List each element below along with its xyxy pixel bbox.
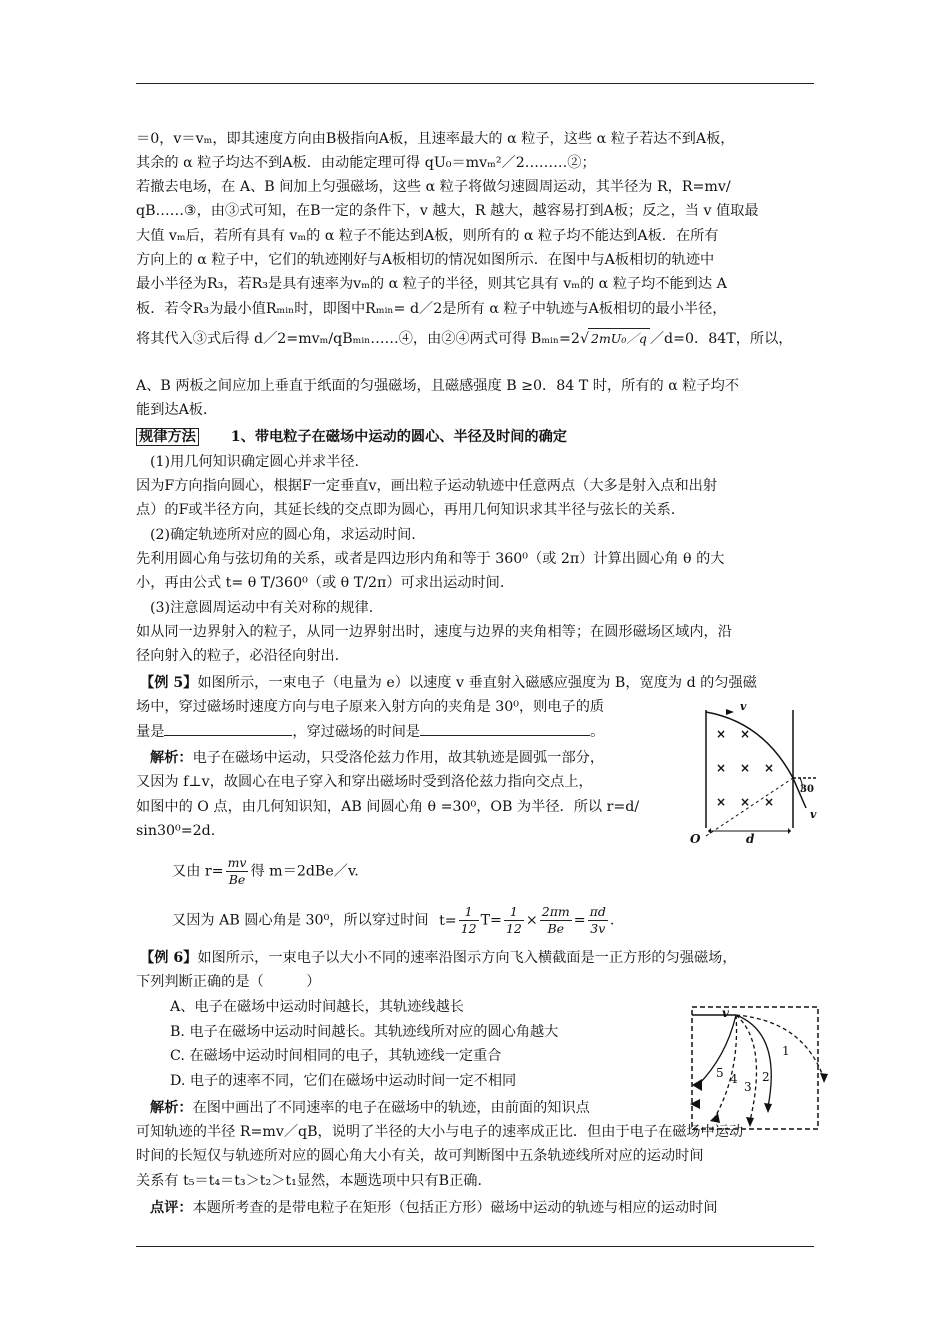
top-rule bbox=[136, 83, 814, 84]
field-cross: × bbox=[764, 795, 775, 809]
fraction: $\frac{2\pi m}{Be}$ bbox=[541, 904, 570, 936]
trajectory-1 bbox=[736, 1015, 824, 1079]
text-line-blanks bbox=[136, 721, 604, 742]
figure-example-6 bbox=[686, 1003, 832, 1135]
dimension-arrow-left-icon bbox=[708, 828, 711, 834]
option-b: B. 电子在磁场中运动时间越长。其轨迹线所对应的圆心角越大 bbox=[170, 1024, 559, 1040]
text: t= bbox=[439, 912, 457, 929]
text-line: 如从同一边界射入的粒子，从同一边界射出时，速度与边界的夹角相等；在圆形磁场区域内，沿 bbox=[136, 624, 732, 640]
example-text: 如图所示，一束电子（电量为 e）以速度 v 垂直射入磁感应强度为 B，宽度为 d 的匀强磁 bbox=[197, 675, 757, 691]
arrow-icon bbox=[746, 1117, 754, 1127]
text-line-formula: 将其代入③式后得 d／2=mvₘ/qBₘᵢₙ……④，由②④两式可得 Bₘᵢₙ=2√ 2mU₀／q ／d=0．84T，所以， bbox=[136, 328, 793, 349]
formula-text: ／d=0．84T，所以， bbox=[649, 331, 793, 347]
text: 量是 bbox=[136, 724, 165, 740]
solution-label: 解析： bbox=[150, 750, 193, 766]
solution-text: 电子在磁场中运动，只受洛伦兹力作用，故其轨迹是圆弧一部分， bbox=[192, 750, 605, 766]
trajectory-3 bbox=[736, 1015, 756, 1121]
field-cross: × bbox=[740, 761, 751, 775]
text-line: 时间的长短仅与轨迹所对应的圆心角大小有关，故可判断图中五条轨迹线所对应的运动时间 bbox=[136, 1148, 704, 1164]
velocity-arrow-icon bbox=[726, 709, 734, 715]
text: 又由 r= bbox=[172, 863, 224, 880]
example-label: 【例 6】 bbox=[140, 950, 198, 966]
answer-blank bbox=[164, 721, 292, 736]
field-cross: × bbox=[764, 761, 775, 775]
answer-blank bbox=[420, 721, 590, 736]
field-cross: × bbox=[740, 727, 751, 741]
section-label: 规律方法 bbox=[136, 428, 199, 446]
label-trajectory-5: 5 bbox=[716, 1066, 724, 1080]
fraction: $\frac{1}{12}$ bbox=[460, 904, 477, 936]
text-line: 能到达A板． bbox=[136, 402, 218, 418]
arrow-icon bbox=[692, 1079, 702, 1091]
formula-line bbox=[172, 855, 359, 888]
example-text: 如图所示，一束电子以大小不同的速率沿图示方向飞入横截面是一正方形的匀强磁场， bbox=[197, 950, 737, 966]
label-angle: 30 bbox=[800, 784, 814, 795]
text: . bbox=[609, 912, 615, 929]
text-line: (3)注意圆周运动中有关对称的规律. bbox=[150, 600, 374, 616]
text: 又因为 AB 圆心角是 30⁰，所以穿过时间 bbox=[172, 912, 429, 929]
text-line: 因为F方向指向圆心，根据F一定垂直v，画出粒子运动轨迹中任意两点（大多是射入点和出射 bbox=[136, 478, 718, 494]
text-line: 场中，穿过磁场时速度方向与电子原来入射方向的夹角是 30⁰，则电子的质 bbox=[136, 699, 605, 715]
text-line: 点）的F或半径方向，其延长线的交点即为圆心，再用几何知识求其半径与弦长的关系. bbox=[136, 502, 676, 518]
field-cross: × bbox=[716, 727, 727, 741]
field-cross: × bbox=[716, 795, 727, 809]
section-heading bbox=[136, 427, 567, 447]
dimension-arrow-right-icon bbox=[788, 828, 791, 834]
option-d: D. 电子的速率不同，它们在磁场中运动时间一定不相同 bbox=[170, 1073, 517, 1089]
text-line: 板．若令R₃为最小值Rₘᵢₙ时，即图中Rₘᵢₙ= d／2是所有 α 粒子中轨迹与A板相切的最小半径， bbox=[136, 301, 727, 317]
text-line: (1)用几何知识确定圆心并求半径. bbox=[150, 454, 360, 470]
fraction: $\frac{\pi d}{3v}$ bbox=[589, 904, 606, 936]
figure-example-5 bbox=[688, 700, 824, 845]
text-line: 关系有 t₅＝t₄＝t₃＞t₂＞t₁显然，本题选项中只有B正确． bbox=[136, 1173, 492, 1189]
formula-line bbox=[172, 904, 614, 937]
text: ，穿过磁场的时间是 bbox=[292, 724, 421, 740]
fraction: $\frac{1}{12}$ bbox=[505, 904, 522, 936]
formula-text: 将其代入③式后得 d／2=mvₘ/qBₘᵢₙ……④，由②④两式可得 Bₘᵢₙ=2 bbox=[136, 331, 580, 347]
text-line: 方向上的 α 粒子中，它们的轨迹刚好与A板相切的情况如图所示．在图中与A板相切的轨迹中 bbox=[136, 252, 715, 268]
text-line: 下列判断正确的是（ ） bbox=[136, 974, 321, 990]
text-line: qB……③，由③式可知，在B一定的条件下，v 越大，R 越大，越容易打到A板；反之，当 v 值取最 bbox=[136, 203, 759, 219]
comment-text: 本题所考查的是带电粒子在矩形（包括正方形）磁场中运动的轨迹与相应的运动时间 bbox=[192, 1200, 718, 1216]
label-v: v bbox=[722, 1006, 729, 1020]
text-line: 如图中的 O 点，由几何知识知，AB 间圆心角 θ =30⁰，OB 为半径．所以 r=d/ bbox=[136, 799, 640, 815]
label-trajectory-4: 4 bbox=[730, 1072, 738, 1086]
section-title: 1、带电粒子在磁场中运动的圆心、半径及时间的确定 bbox=[230, 429, 567, 445]
example-label: 【例 5】 bbox=[140, 675, 198, 691]
label-v-top: v bbox=[740, 700, 747, 713]
example-6-line bbox=[140, 948, 737, 968]
solution-text: 在图中画出了不同速率的电子在磁场中的轨迹，由前面的知识点 bbox=[192, 1100, 590, 1116]
field-cross: × bbox=[740, 795, 751, 809]
text-line: 若撤去电场，在 A、B 间加上匀强磁场，这些 α 粒子将做匀速圆周运动，其半径为 R，R=mv/ bbox=[136, 179, 731, 195]
comment-label: 点评： bbox=[150, 1200, 193, 1216]
field-cross: × bbox=[716, 761, 727, 775]
text-line: (2)确定轨迹所对应的圆心角，求运动时间. bbox=[150, 527, 416, 543]
solution-label: 解析： bbox=[150, 1100, 193, 1116]
text-line: 最小半径为R₃，若R₃是具有速率为vₘ的 α 粒子的半径，则其它具有 vₘ的 α 粒子均不能到达 A bbox=[136, 276, 727, 292]
text-line: 小，再由公式 t= θ T/360⁰（或 θ T/2π）可求出运动时间. bbox=[136, 575, 505, 591]
example-5-line bbox=[140, 673, 757, 693]
sqrt-expression: 2mU₀／q bbox=[588, 328, 650, 349]
trajectory-2 bbox=[736, 1015, 771, 1107]
text-line: A、B 两板之间应加上垂直于纸面的匀强磁场，且磁感强度 B ≥0．84 T 时，所有的 α 粒子均不 bbox=[136, 378, 740, 394]
arrow-icon bbox=[710, 1113, 720, 1123]
label-o: O bbox=[690, 832, 701, 845]
text-line: 又因为 f⊥v，故圆心在电子穿入和穿出磁场时受到洛伦兹力指向交点上， bbox=[136, 774, 593, 790]
bottom-rule bbox=[136, 1246, 814, 1247]
square-field-boundary bbox=[692, 1007, 818, 1129]
solution-5-line bbox=[150, 748, 604, 768]
fraction: $\frac{mv}{Be}$ bbox=[227, 855, 247, 887]
text-line: 径向射入的粒子，必沿径向射出. bbox=[136, 648, 340, 664]
text-line: 其余的 α 粒子均达不到A板．由动能定理可得 qU₀＝mvₘ²／2………②； bbox=[136, 155, 596, 171]
label-trajectory-2: 2 bbox=[762, 1070, 770, 1084]
text: = bbox=[573, 912, 586, 929]
text: 得 m＝2dBe／v. bbox=[250, 863, 359, 880]
text-line: 先利用圆心角与弦切角的关系，或者是四边形内角和等于 360⁰（或 2π）计算出圆心角 θ 的大 bbox=[136, 551, 725, 567]
arrow-icon bbox=[820, 1073, 828, 1083]
text: T= bbox=[480, 912, 502, 929]
label-trajectory-3: 3 bbox=[744, 1080, 752, 1094]
option-a: A、电子在磁场中运动时间越长，其轨迹线越长 bbox=[170, 999, 464, 1015]
arrow-icon bbox=[764, 1103, 772, 1113]
solution-6-line bbox=[150, 1098, 590, 1118]
text: 。 bbox=[590, 724, 605, 740]
text: × bbox=[525, 912, 538, 929]
label-v-exit: v bbox=[810, 808, 817, 821]
comment-line bbox=[150, 1198, 718, 1218]
label-trajectory-1: 1 bbox=[782, 1044, 790, 1058]
text-line: 大值 vₘ后，若所有具有 vₘ的 α 粒子不能达到A板，则所有的 α 粒子均不能达到A板．在所有 bbox=[136, 228, 719, 244]
text-line: ＝0，v＝vₘ，即其速度方向由B极指向A板，且速率最大的 α 粒子，这些 α 粒子若达不到A板， bbox=[136, 131, 735, 147]
label-d: d bbox=[746, 832, 755, 845]
text-line: 可知轨迹的半径 R=mv／qB，说明了半径的大小与电子的速率成正比．但由于电子在磁场中运动 bbox=[136, 1124, 744, 1140]
text-line: sin30⁰=2d. bbox=[136, 823, 216, 839]
option-c: C. 在磁场中运动时间相同的电子，其轨迹线一定重合 bbox=[170, 1048, 502, 1064]
